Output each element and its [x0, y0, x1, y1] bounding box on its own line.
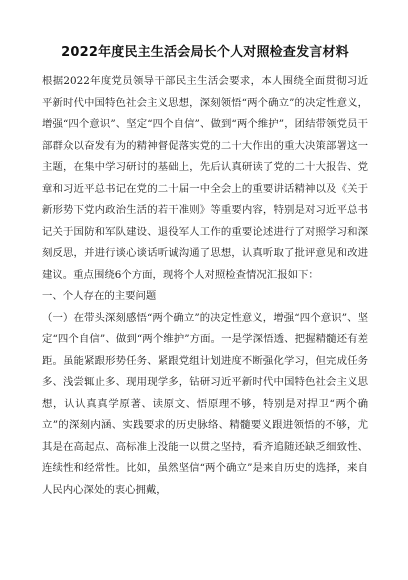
intro-paragraph: 根据2022年度党员领导干部民主生活会要求，本人围绕全面贯彻习近平新时代中国特色社会主义思想，深刻领悟“两个确立”的决定性意义，增强“四个意识”、坚定“四个自信”、做到“两个维护”，团结带领党员干部群众以奋发有为的精神督促落实党的二十大作出的重大决策部署这一主题，在集中学习研讨的基础上，先后认真研读了党的二十大报告、党章和习近平总书记在党的二十届一中全会上的重要讲话精神以及《关于新形势下党内政治生活的若干准则》等重要内容，特别是对习近平总书记关于国防和军队建设、退役军人工作的重要论述进行了对照学习和深刻反思，并进行谈心谈话听诚沟通了思想，认真听取了批评意见和改进建议。重点围绕6个方面，现将个人对照检查情况汇报如下：: [42, 75, 368, 281]
section-heading: 一、个人存在的主要问题: [42, 290, 157, 302]
body-paragraph: （一）在带头深刻感悟“两个确立”的决定性意义，增强“四个意识”、坚定“四个自信”、做到“两个维护”方面。一是学深悟透、把握精髓还有差距。虽能紧跟形势任务、紧跟党组计划进度不断强化学习，但完成任务多、浅尝辄止多、现用现学多，钻研习近平新时代中国特色社会主义思想，认认真真学原著、读原文、悟原理不够，特别是对捍卫“两个确立”的深刻内涵、实践要求的历史脉络、精髓要义跟进领悟的不够，尤其是在高起点、高标准上没能一以贯之坚持，看齐追随还缺乏细致性、连续性和经常性。比如，虽然坚信“两个确立”是来自历史的选择，来自人民内心深处的衷心拥戴，: [42, 311, 368, 496]
document-title: 2022年度民主生活会局长个人对照检查发言材料: [61, 45, 349, 60]
